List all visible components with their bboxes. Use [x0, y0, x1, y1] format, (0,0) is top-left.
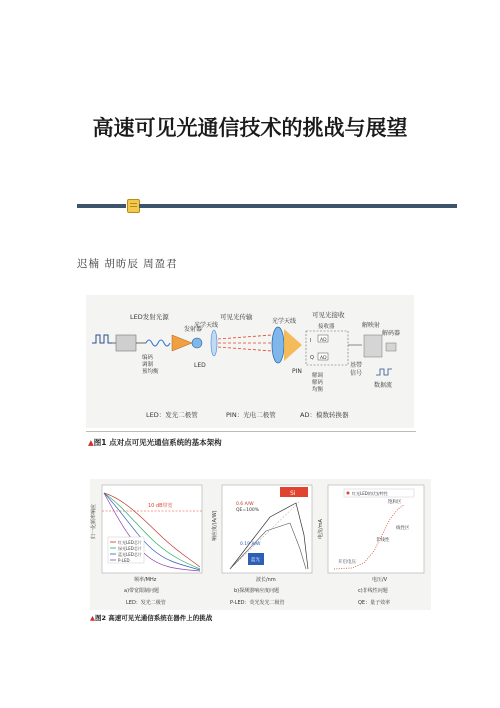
figure-2-caption: ▲图2 高速可见光通信系统在器件上的挑战	[90, 614, 213, 622]
document-title: 高速可见光通信技术的挑战与展望	[92, 115, 408, 140]
label-vlc-channel: 可见光传输	[220, 313, 253, 321]
label-emitter: 发射器	[184, 326, 203, 333]
panel-c-footnote: QE：量子效率	[358, 600, 391, 606]
figure-2-device-challenges	[90, 479, 431, 610]
panel-b-annotation-3: 0.19 A/W	[240, 542, 261, 547]
title-divider-left	[77, 204, 126, 208]
figure-1-architecture	[86, 295, 414, 428]
panel-a-xlabel: 频率/MHz	[134, 577, 157, 583]
panel-c-saturation: 饱和区	[388, 500, 402, 505]
label-preeq: 预均衡	[142, 369, 159, 375]
panel-a-legend-4: P-LED	[118, 558, 130, 563]
panel-c-threshold: 开启电压	[338, 560, 356, 565]
label-modulate: 调制	[142, 362, 154, 368]
legend-ad: AD：模数转换器	[300, 411, 349, 419]
panel-c-legend: 红光LED的伏安特性	[352, 491, 388, 496]
panel-b-label-blue: 蓝光	[251, 558, 260, 563]
panel-c-xlabel: 电压/V	[372, 577, 388, 583]
label-ad-2: AD	[320, 356, 327, 361]
panel-b-annotation-1: 0.6 A/W	[236, 502, 254, 507]
label-signal: 信号	[350, 370, 363, 377]
panel-c-nonlinear: 非线性	[376, 538, 390, 543]
panel-a-legend-2: 绿光LED芯片	[118, 546, 142, 551]
label-encode: 编码	[142, 355, 154, 361]
label-q: Q	[310, 355, 314, 361]
panel-a-legend-3: 蓝光LED芯片	[118, 552, 142, 557]
author-list: 迟楠 胡昉辰 周盈君	[77, 258, 178, 270]
panel-b-label-si: Si	[290, 490, 296, 497]
label-led-source: LED发射光源	[130, 313, 169, 321]
panel-b-ylabel: 响应度/(A/W)	[212, 510, 218, 541]
panel-c-sub: c)非线性问题	[358, 588, 388, 594]
figure-1-caption: ▲图1 点对点可见光通信系统的基本架构	[88, 438, 222, 447]
panel-c-ylabel: 电流/mA	[318, 519, 324, 539]
panel-a-ylabel: 归一化频率响应	[91, 503, 97, 539]
label-demodulate: 解调	[312, 373, 324, 379]
label-vlc-receive: 可见光接收	[312, 311, 345, 319]
label-baseband: 基带	[350, 362, 363, 369]
label-receiver: 接收器	[318, 324, 335, 330]
label-eq: 均衡	[312, 387, 324, 393]
label-led: LED	[194, 362, 206, 369]
label-decoder: 解码器	[382, 330, 401, 337]
label-pin: PIN	[292, 368, 302, 375]
panel-a-footnote: LED：发光二极管	[126, 600, 166, 606]
label-ad-1: AD	[320, 338, 327, 343]
legend-led: LED：发光二极管	[146, 411, 198, 419]
label-antenna-rx: 光学天线	[272, 318, 297, 325]
panel-b-sub: b)探测器响应度问题	[234, 588, 280, 594]
label-decode: 解码	[312, 380, 324, 386]
panel-b-annotation-2: QE=100%	[236, 508, 260, 513]
label-antenna-tx: 光学天线	[194, 322, 219, 329]
panel-a-sub: a)带宽限制问题	[124, 588, 160, 594]
title-divider-right	[139, 204, 457, 208]
panel-c-linear: 线性区	[396, 526, 410, 531]
figure-1-divider	[86, 431, 416, 432]
label-i: I	[310, 338, 312, 344]
panel-b-xlabel: 波长/nm	[256, 577, 276, 583]
label-datastream: 数据流	[374, 382, 393, 389]
label-demapper: 解映射	[362, 322, 381, 329]
panel-b-footnote: P-LED：荧光发光二极管	[230, 600, 285, 606]
panel-a-annotation: 10 dB带宽	[148, 503, 173, 509]
legend-pin: PIN：光电二极管	[226, 411, 276, 419]
panel-a-legend-1: 红光LED芯片	[118, 540, 142, 545]
